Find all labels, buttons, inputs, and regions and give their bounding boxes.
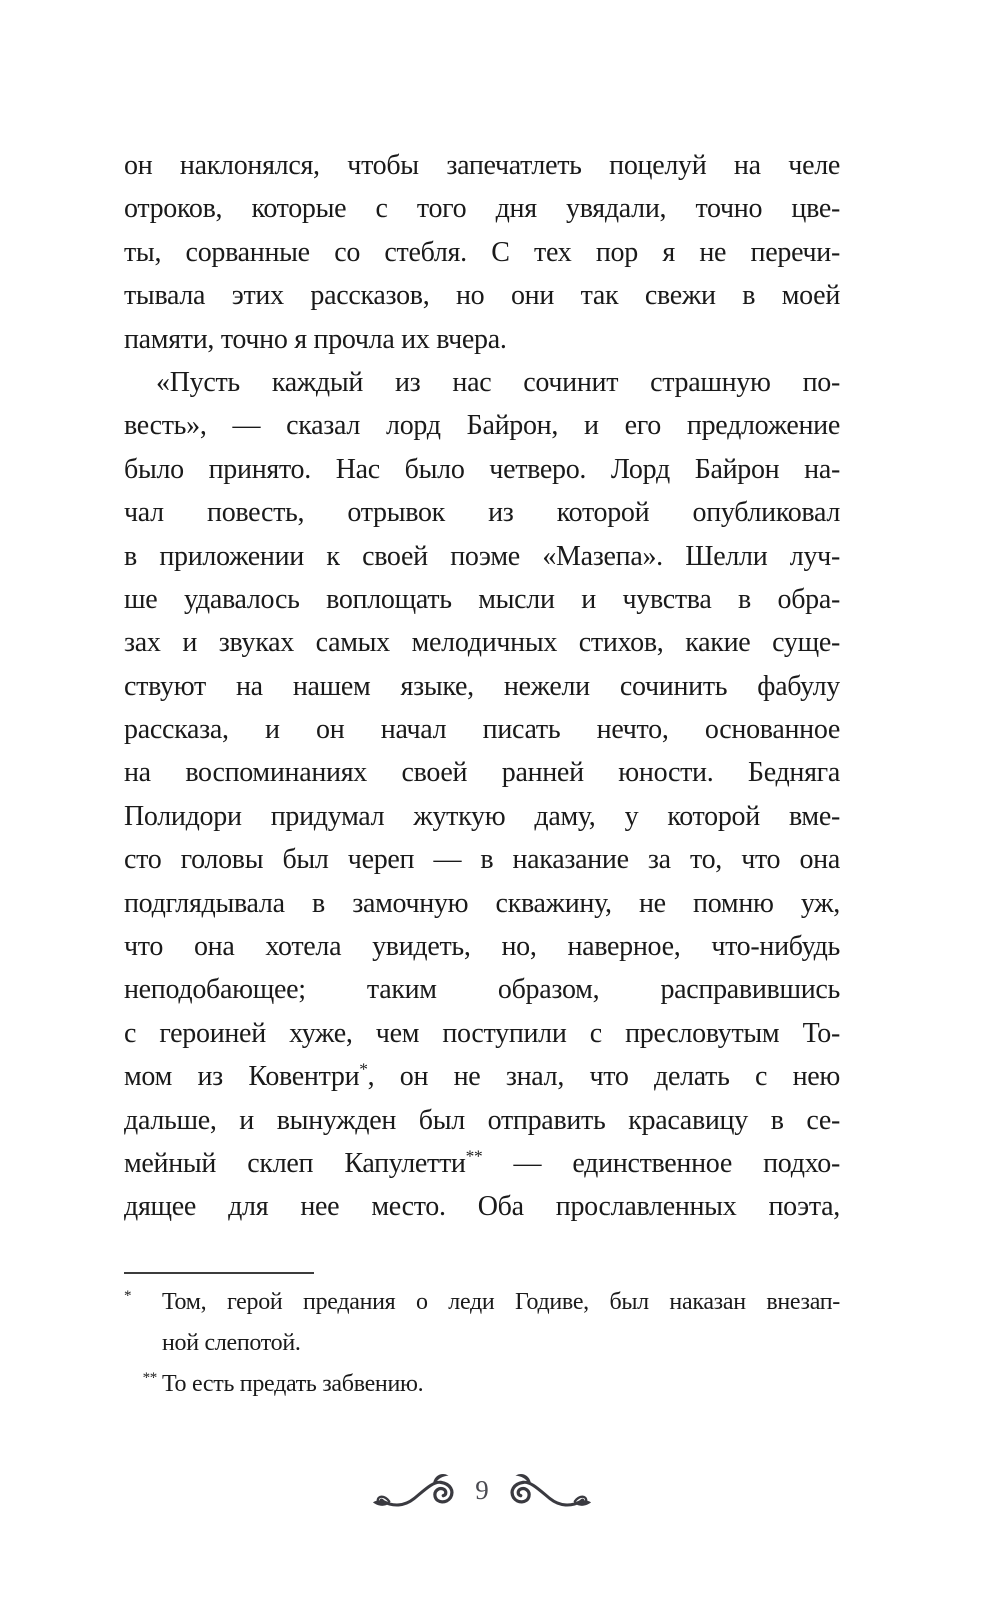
page-footer [0,1468,964,1512]
body-text [124,144,840,1229]
text-line: что она хотела увидеть, но, наверное, что-нибудь [124,931,840,963]
text-line: чал повесть, отрывок из которой опубликовал [124,497,840,529]
flourish-left-icon [372,1471,460,1509]
footnote-line: ной слепотой. [162,1330,301,1356]
text-line: памяти, точно я прочла их вчера. [124,323,507,355]
flourish-right-icon [504,1471,592,1509]
text-line: рассказа, и он начал писать нечто, основанное [124,714,840,746]
text-line: дальше, и вынужден был отправить красавицу в се- [124,1104,840,1136]
text-line: ствуют на нашем языке, нежели сочинить фабулу [124,670,840,702]
footnotes [124,1282,840,1405]
text-line: «Пусть каждый из нас сочинит страшную по- [156,366,840,398]
text-line: сто головы был череп — в наказание за то, что она [124,844,840,876]
text-line: Полидори придумал жуткую даму, у которой вме- [124,800,840,832]
page-number: 9 [475,1474,489,1505]
footnote-separator [124,1272,314,1274]
text-line: весть», — сказал лорд Байрон, и его предложение [124,410,840,442]
text-line: мом из Ковентри*, он не знал, что делать с нею [124,1059,840,1093]
text-line: дящее для нее место. Оба прославленных поэта, [124,1191,840,1223]
text-line: мейный склеп Капулетти** — единственное подхо- [124,1146,840,1179]
footnote-line: * Том, герой предания о леди Годиве, был наказан внезап- [124,1288,840,1315]
text-line: он наклонялся, чтобы запечатлеть поцелуй на челе [124,150,840,181]
text-line: неподобающее; таким образом, расправившись [124,974,840,1006]
text-line: было принято. Нас было четверо. Лорд Байрон на- [124,453,840,485]
text-line: зах и звуках самых мелодичных стихов, какие суще- [124,627,840,659]
footnote [124,1282,840,1364]
text-line: тывала этих рассказов, но они так свежи в моей [124,280,840,312]
text-line: в приложении к своей поэме «Мазепа». Шелли луч- [124,540,840,572]
text-line: отроков, которые с того дня увядали, точно цве- [124,193,840,225]
text-line: ше удавалось воплощать мысли и чувства в обра- [124,583,840,615]
text-line: на воспоминаниях своей ранней юности. Бедняга [124,757,840,789]
text-line: ты, сорванные со стебля. С тех пор я не перечи- [124,236,840,268]
footnote-line: ** То есть предать забвению. [142,1370,424,1397]
text-line: с героиней хуже, чем поступили с пресловутым То- [124,1017,840,1049]
footnote [124,1364,840,1405]
text-line: подглядывала в замочную скважину, не помню уж, [124,887,840,919]
